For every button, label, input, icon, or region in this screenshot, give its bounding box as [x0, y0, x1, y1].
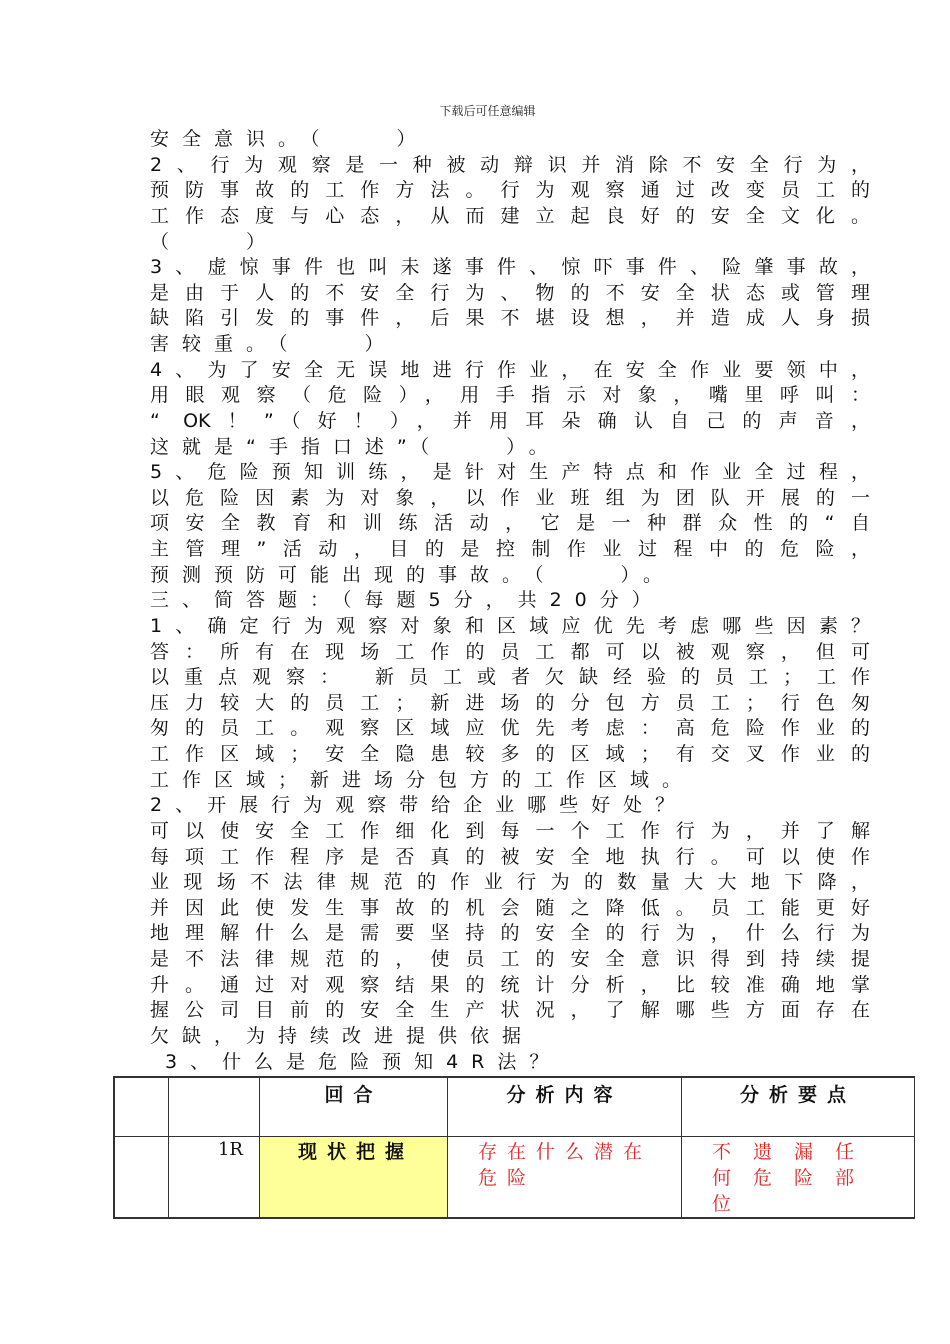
text-line: 握公司目前的安全生产状况，了解哪些方面存在 [150, 999, 870, 1022]
header-cell-analysis-content: 分析内容 [448, 1077, 682, 1137]
text-line: 工作区域；新进场分包方的工作区域。 [150, 768, 695, 791]
text-line: 项安全教育和训练活动，它是一种群众性的“自 [150, 512, 870, 535]
header-cell-round: 回合 [260, 1077, 448, 1137]
text-line: （ ） [150, 230, 279, 253]
text-line: 压力较大的员工；新进场的分包方员工；行色匆 [150, 691, 870, 714]
header-watermark: 下载后可任意编辑 [439, 104, 536, 118]
text-line: 地理解什么是需要坚持的安全的行为，什么行为 [150, 922, 870, 945]
text-line: 工作区域；安全隐患较多的区域；有交叉作业的 [150, 743, 870, 765]
text-line: 2、行为观察是一种被动辩识并消除不安全行为， [150, 153, 870, 176]
text-line: 答：所有在现场工作的员工都可以被观察，但可 [150, 640, 870, 663]
row-analysis-points: 不遗漏任何危险部位 [682, 1137, 915, 1219]
document-body [150, 127, 870, 1075]
text-line: 主管理”活动，目的是控制作业过程中的危险， [150, 538, 870, 560]
text-line: 缺陷引发的事件，后果不堪设想，并造成人身损 [150, 307, 870, 330]
text-line: 工作态度与心态，从而建立起良好的安全文化。 [150, 204, 870, 227]
text-line: 业现场不法律规范的作业行为的数量大大地下降， [150, 871, 870, 894]
text-line: 安全意识。（ ） [150, 128, 429, 150]
text-line: 三、简答题：（每题5分，共20分） [150, 589, 664, 612]
text-line: 用眼观察（危险），用手指示对象，嘴里呼叫： [150, 384, 870, 407]
text-line: 可以使安全工作细化到每一个工作行为，并了解 [150, 819, 870, 842]
text-line: 是由于人的不安全行为、物的不安全状态或管理 [150, 281, 870, 304]
text-line: 害较重。（ ） [150, 333, 397, 355]
text-line: 以危险因素为对象，以作业班组为团队开展的一 [150, 486, 870, 509]
4r-method-table [113, 1076, 915, 1219]
text-line: 4、为了安全无误地进行作业，在安全作业要领中， [150, 358, 870, 381]
row-analysis-content: 存在什么潜在危险 [448, 1137, 682, 1219]
text-line: 1、确定行为观察对象和区域应优先考虑哪些因素？ [150, 614, 870, 637]
text-line: 匆的员工。观察区域应优先考虑：高危险作业的 [150, 717, 870, 740]
text-line: 3、虚惊事件也叫未遂事件、惊吓事件、险肇事故， [150, 256, 870, 279]
text-line: 升。通过对观察结果的统计分析，比较准确地掌 [150, 973, 870, 996]
row-cell-blank [114, 1137, 169, 1219]
text-line: 欠缺，为持续改进提供依据 [150, 1024, 535, 1047]
row-round-name: 现状把握 [260, 1137, 448, 1219]
text-line: 这就是“手指口述”（ ）。 [150, 435, 561, 458]
text-line: 每项工作程序是否真的被安全地执行。可以使作 [150, 845, 870, 868]
table-row [114, 1137, 915, 1219]
text-line: 2、开展行为观察带给企业哪些好处？ [150, 794, 688, 817]
text-line: 是不法律规范的，使员工的安全意识得到持续提 [150, 948, 870, 970]
text-line: 3、什么是危险预知4R法？ [165, 1050, 562, 1073]
row-round-code: 1R [169, 1137, 260, 1219]
text-line: “ OK！”（好！），并用耳朵确认自己的声音， [150, 409, 870, 432]
header-cell-analysis-points: 分析要点 [682, 1077, 915, 1137]
text-line: 并因此使发生事故的机会随之降低。员工能更好 [150, 896, 870, 919]
header-cell-blank-2 [169, 1077, 260, 1137]
text-line: 预防事故的工作方法。行为观察通过改变员工的 [150, 179, 870, 202]
header-cell-blank-1 [114, 1077, 169, 1137]
text-line: 5、危险预知训练，是针对生产特点和作业全过程， [150, 461, 870, 484]
table-header-row [114, 1077, 915, 1137]
text-line: 以重点观察： 新员工或者欠缺经验的员工；工作 [150, 666, 870, 689]
text-line: 预测预防可能出现的事故。（ ）。 [150, 563, 676, 586]
